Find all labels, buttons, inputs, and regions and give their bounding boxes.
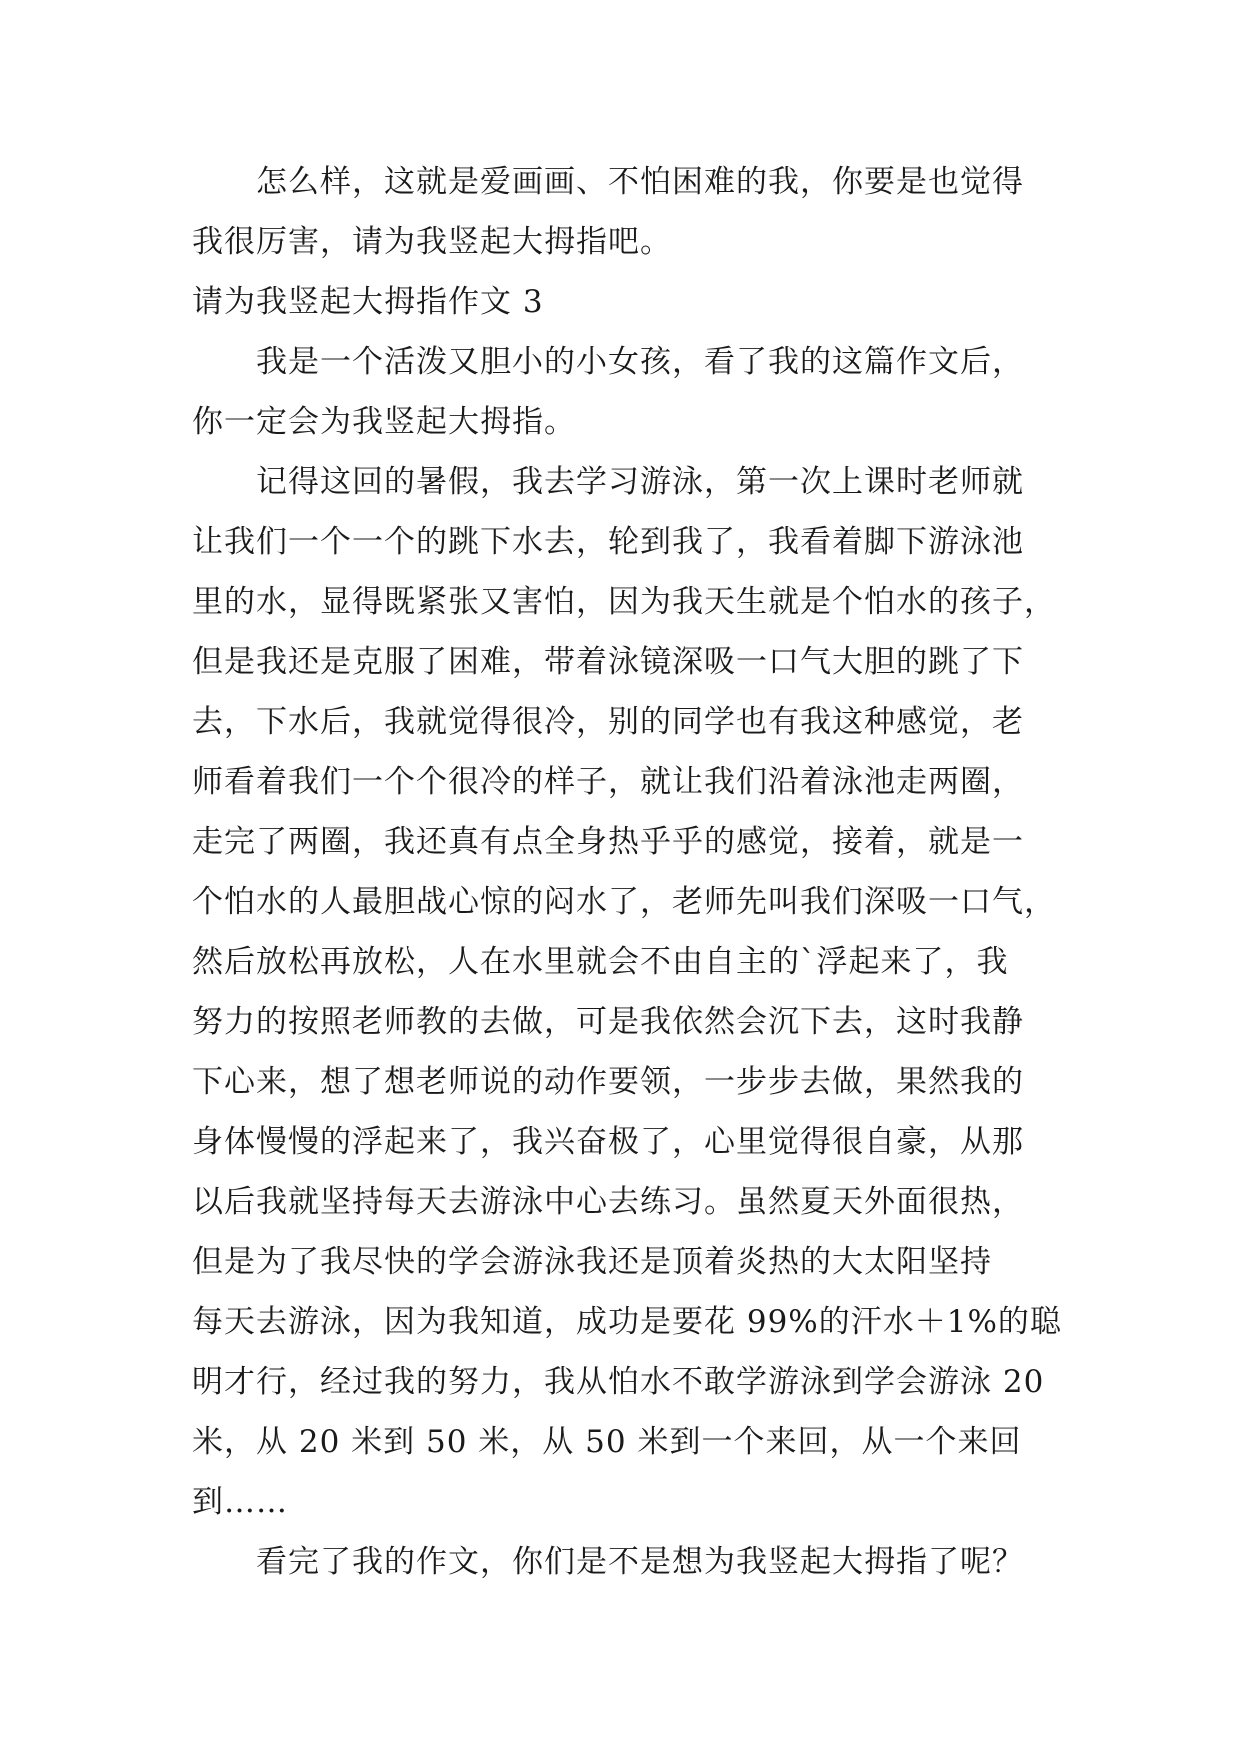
paragraph-line: 我很厉害，请为我竖起大拇指吧。 [192,224,672,260]
paragraph-line: 米，从 20 米到 50 米，从 50 米到一个来回，从一个来回 [192,1424,1022,1460]
paragraph-line: 以后我就坚持每天去游泳中心去练习。虽然夏天外面很热， [192,1184,1024,1220]
paragraph-line: 师看着我们一个个很冷的样子，就让我们沿着泳池走两圈， [192,764,1024,800]
paragraph-line: 但是为了我尽快的学会游泳我还是顶着炎热的大太阳坚持 [192,1244,992,1280]
paragraph-line: 个怕水的人最胆战心惊的闷水了，老师先叫我们深吸一口气， [192,884,1056,920]
section-heading: 请为我竖起大拇指作文 3 [192,284,544,320]
paragraph-line: 到…… [192,1484,288,1520]
paragraph-line: 让我们一个一个的跳下水去，轮到我了，我看着脚下游泳池 [192,524,1024,560]
paragraph-line: 每天去游泳，因为我知道，成功是要花 99%的汗水＋1%的聪 [192,1304,1062,1340]
paragraph-line: 然后放松再放松，人在水里就会不由自主的`浮起来了，我 [192,944,1009,980]
paragraph-line: 走完了两圈，我还真有点全身热乎乎的感觉，接着，就是一 [192,824,1024,860]
paragraph-line: 但是我还是克服了困难，带着泳镜深吸一口气大胆的跳了下 [192,644,1024,680]
paragraph-line: 里的水，显得既紧张又害怕，因为我天生就是个怕水的孩子， [192,584,1056,620]
paragraph-line: 你一定会为我竖起大拇指。 [192,404,576,440]
paragraph-line: 我是一个活泼又胆小的小女孩，看了我的这篇作文后， [256,344,1024,380]
paragraph-line: 下心来，想了想老师说的动作要领，一步步去做，果然我的 [192,1064,1024,1100]
paragraph-line: 怎么样，这就是爱画画、不怕困难的我，你要是也觉得 [256,164,1024,200]
paragraph-line: 明才行，经过我的努力，我从怕水不敢学游泳到学会游泳 20 [192,1364,1045,1400]
paragraph-line: 去，下水后，我就觉得很冷，别的同学也有我这种感觉，老 [192,704,1024,740]
paragraph-line: 努力的按照老师教的去做，可是我依然会沉下去，这时我静 [192,1004,1024,1040]
paragraph-line: 身体慢慢的浮起来了，我兴奋极了，心里觉得很自豪，从那 [192,1124,1024,1160]
paragraph-line: 看完了我的作文，你们是不是想为我竖起大拇指了呢？ [256,1544,1024,1580]
paragraph-line: 记得这回的暑假，我去学习游泳，第一次上课时老师就 [256,464,1024,500]
